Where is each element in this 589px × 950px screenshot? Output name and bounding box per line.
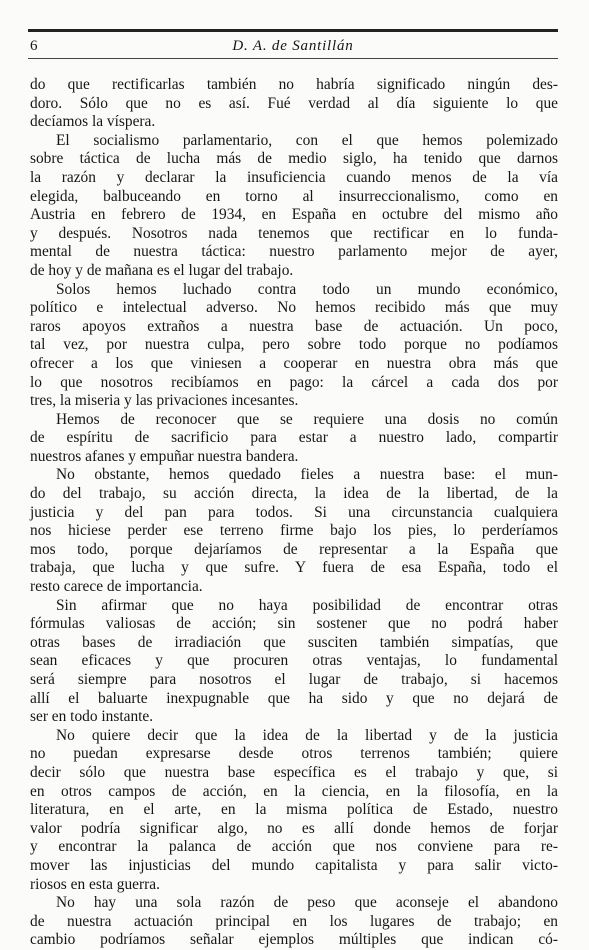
text-line: y encontrar la palanca de acción que nos conviene para re- <box>30 838 558 856</box>
text-line: No obstante, hemos quedado fieles a nuestra base: el mun- <box>56 466 558 484</box>
text-line: y después. Nosotros nada tenemos que rectificar en lo funda- <box>30 224 558 242</box>
text-line: sobre táctica de lucha más de medio siglo, ha tenido que darnos <box>30 150 558 168</box>
text-line: cambio podríamos señalar ejemplos múltiples que indican có- <box>30 931 558 949</box>
text-line: do que rectificarlas también no habría significado ningún des- <box>30 76 558 93</box>
text-line: Hemos de reconocer que se requiere una dosis no común <box>56 410 558 428</box>
text-line: Austria en febrero de 1934, en España en octubre del mismo año <box>30 206 558 224</box>
header-rule-top <box>28 29 558 32</box>
page-header <box>28 34 558 56</box>
text-line: decir sólo que nuestra base específica es el trabajo y que, si <box>30 763 558 781</box>
text-line: en otros campos de acción, en la ciencia, en la filosofía, en la <box>30 782 558 800</box>
text-line: otras bases de irradiación que susciten también simpatías, que <box>30 633 558 651</box>
text-line: riosos en esta guerra. <box>30 875 160 893</box>
text-line: nos hiciese perder ese terreno firme bajo los pies, lo perderíamos <box>30 522 558 540</box>
text-line: la razón y declarar la insuficiencia cuando menos de la vía <box>30 168 558 186</box>
text-line: decíamos la víspera. <box>30 113 156 131</box>
text-line: ofrecer a los que viniesen a cooperar en nuestra obra más que <box>30 354 558 372</box>
text-line: No quiere decir que la idea de la libertad y de la justicia <box>56 726 558 744</box>
text-line: El socialismo parlamentario, con el que hemos polemizado <box>56 131 558 149</box>
text-line: raros apoyos extraños a nuestra base de actuación. Un poco, <box>30 317 558 335</box>
text-line: mover las injusticias del mundo capitalista y para salir victo- <box>30 856 558 874</box>
text-line: sean eficaces y que procuren otras ventajas, lo fundamental <box>30 652 558 670</box>
text-line: mental de nuestra táctica: nuestro parlamento mejor de ayer, <box>30 243 558 261</box>
text-line: do del trabajo, su acción directa, la idea de la libertad, de la <box>30 485 558 503</box>
text-line: de nuestra actuación principal en los lugares de trabajo; en <box>30 912 558 930</box>
text-line: tal vez, por nuestra culpa, pero sobre todo porque no podíamos <box>30 336 558 354</box>
running-title: D. A. de Santillán <box>232 38 354 54</box>
text-line: elegida, balbuceando en torno al insurreccionalismo, como en <box>30 187 558 205</box>
body-text <box>30 76 558 950</box>
text-line: lo que nosotros recibíamos en pago: la cárcel a cada dos por <box>30 373 558 391</box>
text-line: ser en todo instante. <box>30 708 154 726</box>
text-line: nuestros afanes y empuñar nuestra bandera. <box>30 447 299 465</box>
text-line: no puedan expresarse desde otros terrenos también; quiere <box>30 745 558 763</box>
text-line: justicia y del pan para todos. Si una circunstancia cualquiera <box>30 503 558 521</box>
page-number: 6 <box>30 38 38 54</box>
text-line: Solos hemos luchado contra todo un mundo económico, <box>56 280 558 298</box>
text-line: de hoy y de mañana es el lugar del trabajo. <box>30 261 294 279</box>
text-line: fórmulas valiosas de acción; sin sostener que no podrá haber <box>30 615 558 633</box>
text-line: Sin afirmar que no haya posibilidad de encontrar otras <box>56 596 558 614</box>
text-line: mos todo, porque dejaríamos de representar a la España que <box>30 540 558 558</box>
text-line: valor podría significar algo, no es allí donde hemos de forjar <box>30 819 558 837</box>
text-line: trabaja, que lucha y que sufre. Y fuera de esa España, todo el <box>30 559 558 577</box>
text-line: literatura, en el arte, en la misma política de Estado, nuestro <box>30 801 558 819</box>
header-rule-bottom <box>28 58 558 59</box>
text-line: será siempre para nosotros el lugar de trabajo, si hacemos <box>30 671 558 688</box>
text-line: de espíritu de sacrificio para estar a nuestro lado, compartir <box>30 429 558 447</box>
text-line: resto carece de importancia. <box>30 578 203 596</box>
text-line: allí el baluarte inexpugnable que ha sido y que no dejará de <box>30 689 558 707</box>
text-line: doro. Sólo que no es así. Fué verdad al día siguiente lo que <box>30 94 558 112</box>
text-line: No hay una sola razón de peso que aconseje el abandono <box>56 894 558 912</box>
text-line: político e intelectual adverso. No hemos recibido más que muy <box>30 299 558 317</box>
text-line: tres, la miseria y las privaciones incesantes. <box>30 392 299 410</box>
